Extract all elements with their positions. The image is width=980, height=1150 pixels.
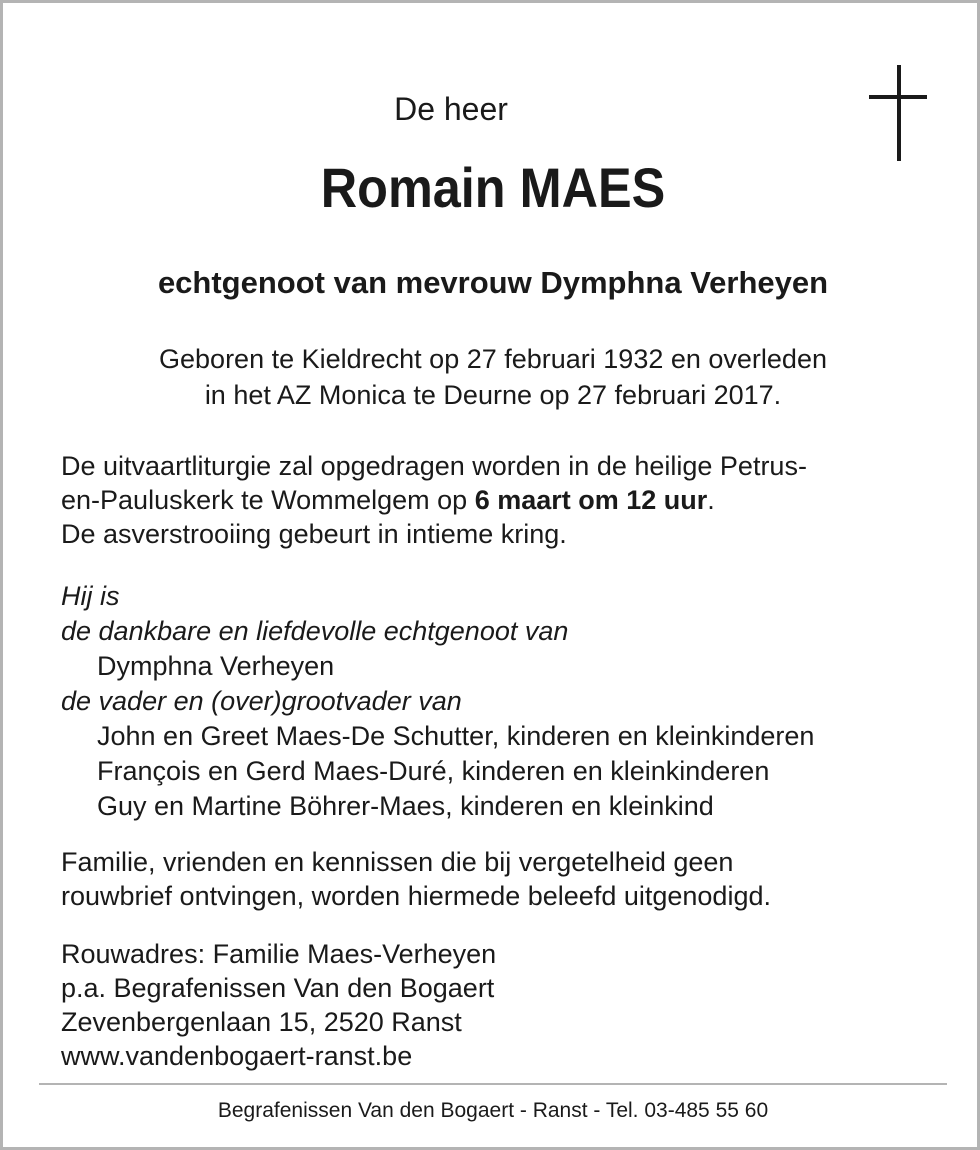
funeral-date-time: 6 maart om 12 uur [474,485,708,515]
birth-line: Geboren te Kieldrecht op 27 februari 1932 en overleden [159,344,827,374]
address-contact: Rouwadres: Familie Maes-Verheyen [61,939,497,969]
funeral-place: en-Pauluskerk te Wommelgem op [61,485,475,515]
birth-death-info [3,341,980,413]
address-website[interactable]: www.vandenbogaert-ranst.be [61,1041,413,1071]
children-label: de vader en (over)grootvader van [61,686,462,716]
child-family-entry: Guy en Martine Böhrer-Maes, kinderen en kleinkind [97,791,714,821]
ash-scattering-line: De asverstrooiing gebeurt in intieme kring. [61,519,567,549]
deceased-name: Romain MAES [320,156,666,219]
funeral-line: De uitvaartliturgie zal opgedragen worden in de heilige Petrus- [61,451,807,481]
footer-divider [39,1083,947,1085]
mourning-address [61,937,496,1073]
spouse-name: Dymphna Verheyen [97,651,335,681]
invitation-line: rouwbrief ontvingen, worden hiermede beleefd uitgenodigd. [61,881,771,911]
address-street: Zevenbergenlaan 15, 2520 Ranst [61,1007,462,1037]
family-list [61,579,814,824]
funeral-line [61,483,807,517]
spouse-line: echtgenoot van mevrouw Dymphna Verheyen [157,265,829,300]
address-care-of: p.a. Begrafenissen Van den Bogaert [61,973,495,1003]
honorific-prefix: De heer [394,91,508,127]
spouse-label: de dankbare en liefdevolle echtgenoot van [61,616,569,646]
invitation-text [61,845,771,913]
child-family-entry: François en Gerd Maes-Duré, kinderen en kleinkinderen [97,756,770,786]
child-family-entry: John en Greet Maes-De Schutter, kinderen en kleinkinderen [97,721,815,751]
death-line: in het AZ Monica te Deurne op 27 februari 2017. [204,380,782,410]
funeral-period: . [707,485,715,515]
family-intro: Hij is [61,581,120,611]
funeral-details [61,449,807,551]
footer-text: Begrafenissen Van den Bogaert - Ranst - Tel. 03-485 55 60 [217,1099,769,1122]
invitation-line: Familie, vrienden en kennissen die bij vergetelheid geen [61,847,734,877]
